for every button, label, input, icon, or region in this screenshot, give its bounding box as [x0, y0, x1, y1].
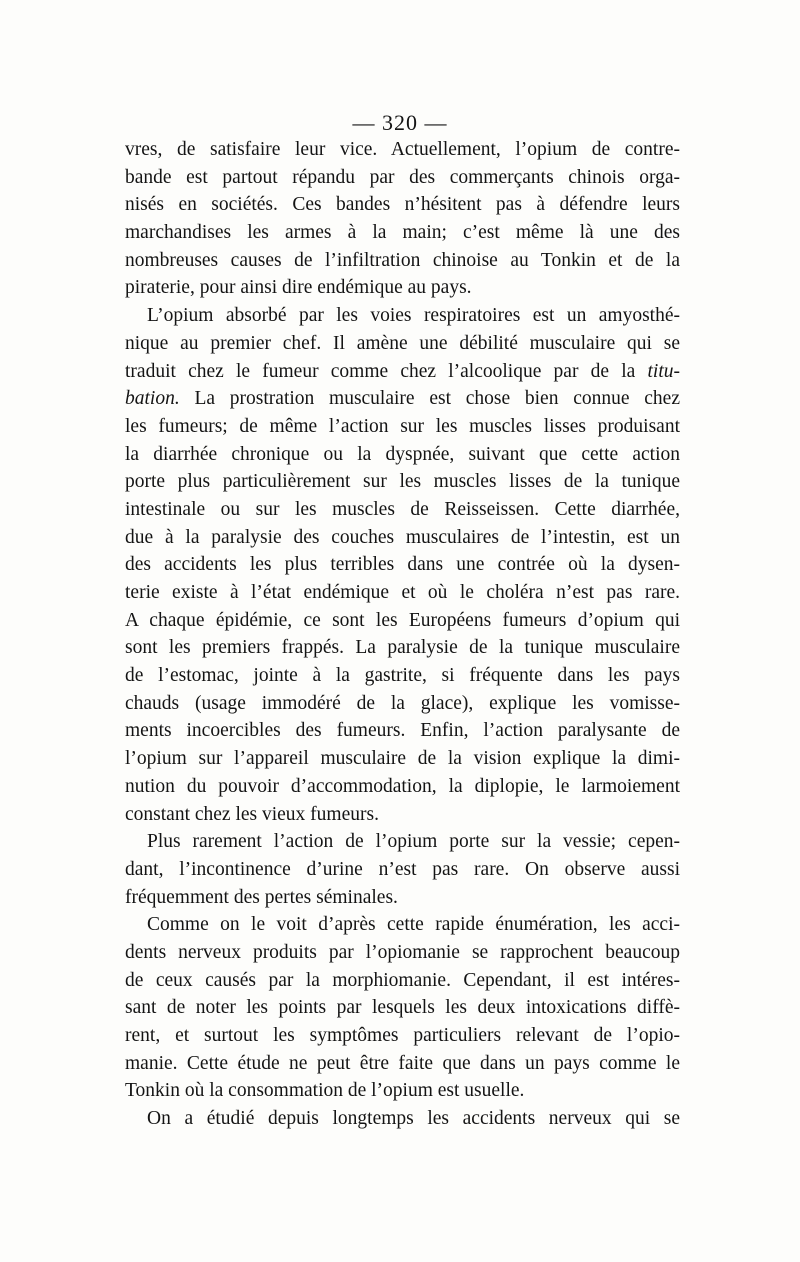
body-text — [125, 136, 680, 1133]
text-line: nombreuses causes de l’infiltration chinoise au Tonkin et de la — [125, 249, 680, 271]
text-line: bande est partout répandu par des commerçants chinois orga- — [125, 166, 680, 188]
page-number: — 320 — — [352, 110, 448, 135]
text-line: chauds (usage immodéré de la glace), explique les vomisse- — [125, 692, 680, 714]
text-line: vres, de satisfaire leur vice. Actuellement, l’opium de contre- — [125, 139, 680, 160]
text-line: des accidents les plus terribles dans une contrée où la dysen- — [125, 554, 680, 576]
text-line: piraterie, pour ainsi dire endémique au pays. — [125, 277, 472, 299]
text-line: Plus rarement l’action de l’opium porte sur la vessie; cepen- — [147, 831, 680, 853]
text-line: les fumeurs; de même l’action sur les muscles lisses produisant — [125, 415, 680, 437]
text-line: porte plus particulièrement sur les muscles lisses de la tunique — [125, 471, 680, 493]
text-line: intestinale ou sur les muscles de Reisseissen. Cette diarrhée, — [125, 498, 680, 520]
text-line: On a étudié depuis longtemps les accidents nerveux qui se — [147, 1108, 680, 1130]
text-line: Tonkin où la consommation de l’opium est usuelle. — [125, 1080, 525, 1102]
italic-fragment: titu- — [647, 360, 680, 382]
text-line — [125, 385, 680, 413]
text-line: rent, et surtout les symptômes particuliers relevant de l’opio- — [125, 1025, 680, 1046]
text-line: sant de noter les points par lesquels les deux intoxications diffè- — [125, 997, 680, 1019]
text-line: l’opium sur l’appareil musculaire de la vision explique la dimi- — [125, 748, 680, 770]
text-line — [125, 358, 680, 386]
text-line: dant, l’incontinence d’urine n’est pas rare. On observe aussi — [125, 858, 680, 880]
text-line: Comme on le voit d’après cette rapide énumération, les acci- — [147, 914, 680, 936]
text-line: la diarrhée chronique ou la dyspnée, suivant que cette action — [125, 443, 680, 465]
line-fragment: traduit chez le fumeur comme chez l’alcoolique par de la — [125, 360, 648, 382]
text-line: de l’estomac, jointe à la gastrite, si fréquente dans les pays — [125, 665, 680, 687]
text-line: due à la paralysie des couches musculaires de l’intestin, est un — [125, 526, 680, 548]
text-line: dents nerveux produits par l’opiomanie se rapprochent beaucoup — [125, 941, 680, 963]
text-line: sont les premiers frappés. La paralysie de la tunique musculaire — [125, 637, 680, 659]
line-fragment: La prostration musculaire est chose bien connue chez — [179, 388, 680, 410]
text-line: ments incoercibles des fumeurs. Enfin, l’action paralysante de — [125, 720, 680, 742]
text-line: nique au premier chef. Il amène une débilité musculaire qui se — [125, 332, 680, 354]
text-line: A chaque épidémie, ce sont les Européens fumeurs d’opium qui — [125, 609, 680, 631]
italic-fragment: bation. — [125, 388, 180, 410]
text-line: nution du pouvoir d’accommodation, la diplopie, le larmoiement — [125, 775, 680, 797]
text-line: de ceux causés par la morphiomanie. Cependant, il est intéres- — [125, 969, 680, 991]
text-line: L’opium absorbé par les voies respiratoires est un amyosthé- — [147, 305, 680, 327]
text-line: manie. Cette étude ne peut être faite que dans un pays comme le — [125, 1052, 680, 1074]
text-line: constant chez les vieux fumeurs. — [125, 803, 379, 825]
text-line: nisés en sociétés. Ces bandes n’hésitent pas à défendre leurs — [125, 194, 680, 216]
text-line: marchandises les armes à la main; c’est même là une des — [125, 222, 680, 244]
text-line: fréquemment des pertes séminales. — [125, 886, 398, 908]
text-line: terie existe à l’état endémique et où le choléra n’est pas rare. — [125, 582, 680, 603]
